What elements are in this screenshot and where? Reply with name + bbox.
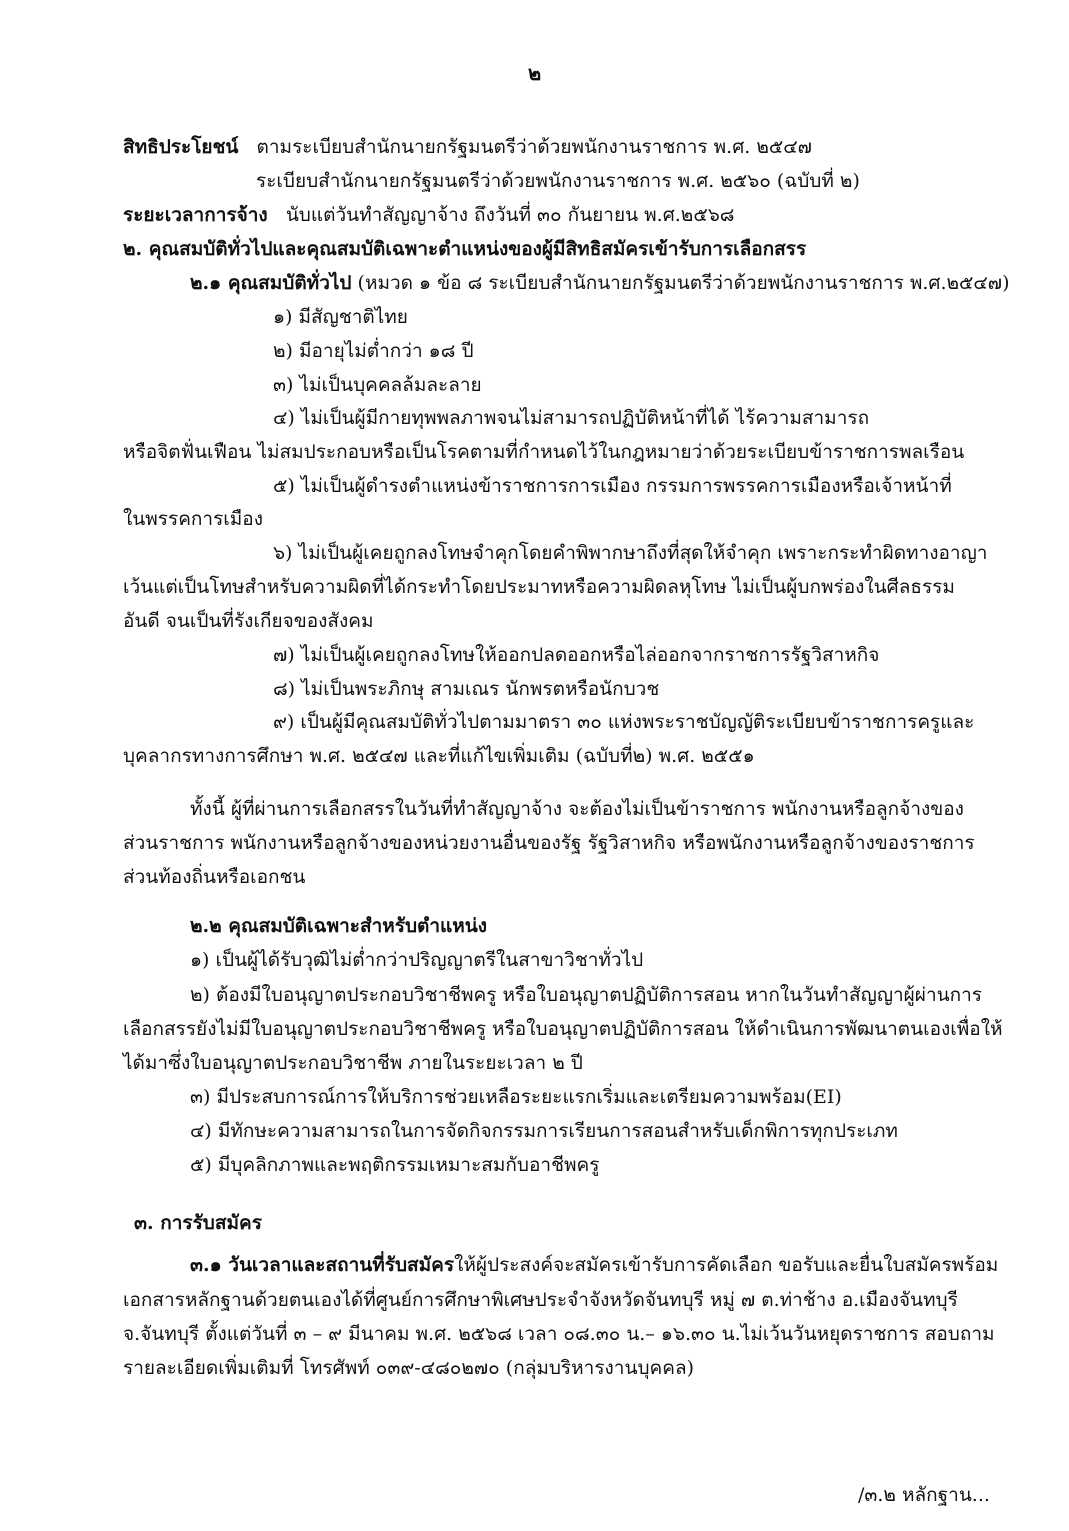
general-item-continued: ในพรรคการเมือง <box>123 508 263 530</box>
section-2-1-line <box>190 270 1010 296</box>
footer-continuation: /๓.๒ หลักฐาน... <box>858 1484 990 1506</box>
section-3-line: เอกสารหลักฐานด้วยตนเองได้ที่ศูนย์การศึกษาพิเศษประจำจังหวัดจันทบุรี หมู่ ๗ ต.ท่าช้าง อ.เมืองจันทบุรี <box>123 1289 958 1311</box>
note-line: ส่วนท้องถิ่นหรือเอกชน <box>123 866 306 888</box>
general-item: ๘) ไม่เป็นพระภิกษุ สามเณร นักพรตหรือนักบวช <box>273 678 660 700</box>
general-item-continued: อันดี จนเป็นที่รังเกียจของสังคม <box>123 610 374 632</box>
specific-item: ๒) ต้องมีใบอนุญาตประกอบวิชาชีพครู หรือใบอนุญาตปฏิบัติการสอน หากในวันทำสัญญาผู้ผ่านการ <box>190 984 982 1006</box>
page-number: ๒ <box>528 61 542 85</box>
benefits-line-2: ระเบียบสำนักนายกรัฐมนตรีว่าด้วยพนักงานราชการ พ.ศ. ๒๕๖๐ (ฉบับที่ ๒) <box>256 170 860 192</box>
benefits-text-1: ตามระเบียบสำนักนายกรัฐมนตรีว่าด้วยพนักงานราชการ พ.ศ. ๒๕๔๗ <box>256 136 812 158</box>
general-item-continued: บุคลากรทางการศึกษา พ.ศ. ๒๕๔๗ และที่แก้ไขเพิ่มเติม (ฉบับที่๒) พ.ศ. ๒๕๕๑ <box>123 745 755 767</box>
note-line: ส่วนราชการ พนักงานหรือลูกจ้างของหน่วยงานอื่นของรัฐ รัฐวิสาหกิจ หรือพนักงานหรือลูกจ้างของราชการ <box>123 832 975 854</box>
general-item-continued: หรือจิตฟั่นเฟือน ไม่สมประกอบหรือเป็นโรคตามที่กำหนดไว้ในกฎหมายว่าด้วยระเบียบข้าราชการพลเรือน <box>123 441 965 463</box>
specific-item: ๑) เป็นผู้ได้รับวุฒิไม่ต่ำกว่าปริญญาตรีในสาขาวิชาทั่วไป <box>190 949 644 971</box>
specific-item-continued: ได้มาซึ่งใบอนุญาตประกอบวิชาชีพ ภายในระยะเวลา ๒ ปี <box>123 1052 583 1074</box>
note-line: ทั้งนี้ ผู้ที่ผ่านการเลือกสรรในวันที่ทำสัญญาจ้าง จะต้องไม่เป็นข้าราชการ พนักงานหรือลูกจ้างของ <box>190 798 964 820</box>
section-3-heading: ๓. การรับสมัคร <box>134 1212 262 1234</box>
general-item: ๕) ไม่เป็นผู้ดำรงตำแหน่งข้าราชการการเมือง กรรมการพรรคการเมืองหรือเจ้าหน้าที่ <box>273 475 952 497</box>
general-item-continued: เว้นแต่เป็นโทษสำหรับความผิดที่ได้กระทำโดยประมาทหรือความผิดลหุโทษ ไม่เป็นผู้บกพร่องในศีลธรรม <box>123 576 955 598</box>
general-item: ๓) ไม่เป็นบุคคลล้มละลาย <box>273 374 482 396</box>
benefits-line-1 <box>123 134 812 160</box>
specific-item: ๓) มีประสบการณ์การให้บริการช่วยเหลือระยะแรกเริ่มและเตรียมความพร้อม(EI) <box>190 1086 842 1108</box>
general-item: ๒) มีอายุไม่ต่ำกว่า ๑๘ ปี <box>273 340 474 362</box>
section-3-1-text: ให้ผู้ประสงค์จะสมัครเข้ารับการคัดเลือก ขอรับและยื่นใบสมัครพร้อม <box>454 1254 999 1276</box>
general-item: ๑) มีสัญชาติไทย <box>273 306 408 328</box>
duration-label: ระยะเวลาการจ้าง <box>123 204 268 226</box>
benefits-label: สิทธิประโยชน์ <box>123 136 239 158</box>
section-3-line: จ.จันทบุรี ตั้งแต่วันที่ ๓ – ๙ มีนาคม พ.ศ. ๒๕๖๘ เวลา ๐๘.๓๐ น.– ๑๖.๓๐ น.ไม่เว้นวันหยุดราชการ สอบถาม <box>123 1323 995 1345</box>
section-2-1-ref: (หมวด ๑ ข้อ ๘ ระเบียบสำนักนายกรัฐมนตรีว่าด้วยพนักงานราชการ พ.ศ.๒๕๔๗) <box>357 272 1010 294</box>
section-2-1-heading: ๒.๑ คุณสมบัติทั่วไป <box>190 272 352 294</box>
general-item: ๙) เป็นผู้มีคุณสมบัติทั่วไปตามมาตรา ๓๐ แห่งพระราชบัญญัติระเบียบข้าราชการครูและ <box>273 711 975 733</box>
general-item: ๖) ไม่เป็นผู้เคยถูกลงโทษจำคุกโดยคำพิพากษาถึงที่สุดให้จำคุก เพราะกระทำผิดทางอาญา <box>273 542 988 564</box>
section-2-2-heading: ๒.๒ คุณสมบัติเฉพาะสำหรับตำแหน่ง <box>190 915 488 937</box>
section-2-heading: ๒. คุณสมบัติทั่วไปและคุณสมบัติเฉพาะตำแหน่งของผู้มีสิทธิสมัครเข้ารับการเลือกสรร <box>123 238 807 260</box>
duration-text: นับแต่วันทำสัญญาจ้าง ถึงวันที่ ๓๐ กันยายน พ.ศ.๒๕๖๘ <box>285 204 735 226</box>
section-3-line: รายละเอียดเพิ่มเติมที่ โทรศัพท์ ๐๓๙-๔๘๐๒๗๐ (กลุ่มบริหารงานบุคคล) <box>123 1357 695 1379</box>
duration-line <box>123 202 734 228</box>
general-item: ๔) ไม่เป็นผู้มีกายทุพพลภาพจนไม่สามารถปฏิบัติหน้าที่ได้ ไร้ความสามารถ <box>273 407 870 429</box>
specific-item: ๕) มีบุคลิกภาพและพฤติกรรมเหมาะสมกับอาชีพครู <box>190 1154 600 1176</box>
specific-item: ๔) มีทักษะความสามารถในการจัดกิจกรรมการเรียนการสอนสำหรับเด็กพิการทุกประเภท <box>190 1120 898 1142</box>
specific-item-continued: เลือกสรรยังไม่มีใบอนุญาตประกอบวิชาชีพครู หรือใบอนุญาตปฏิบัติการสอน ให้ดำเนินการพัฒนาตนเองเพื่อให้ <box>123 1018 1003 1040</box>
section-3-1-line <box>190 1252 998 1278</box>
section-3-1-heading: ๓.๑ วันเวลาและสถานที่รับสมัคร <box>190 1254 455 1276</box>
general-item: ๗) ไม่เป็นผู้เคยถูกลงโทษให้ออกปลดออกหรือไล่ออกจากราชการรัฐวิสาหกิจ <box>273 644 880 666</box>
